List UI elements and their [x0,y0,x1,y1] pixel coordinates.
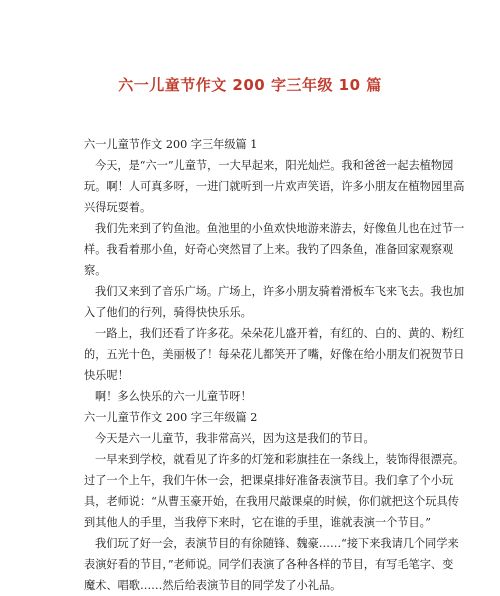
section-heading-1: 六一儿童节作文 200 字三年级篇 1 [84,138,258,151]
paragraph-line: 的，五光十色，美丽极了！每朵花儿都笑开了嘴，好像在给小朋友们祝贺节日 [84,348,465,361]
paragraph-line: 今天，是“六一”儿童节，一大早起来，阳光灿烂。我和爸爸一起去植物园 [95,159,454,172]
paragraph-line: 我们玩了好一会，表演节目的有徐随锋、魏豪……“接下来我请几个同学来 [95,537,459,550]
paragraph-line: 魔术、唱歌……然后给表演节目的同学发了小礼品。 [84,579,342,592]
paragraph-line: 兴得玩耍着。 [84,201,152,214]
paragraph-line: 一早来到学校，就看见了许多的灯笼和彩旗挂在一条线上，装饰得很漂亮。 [95,453,465,466]
paragraph-line: 玩。啊！人可真多呀，一进门就听到一片欢声笑语，许多小朋友在植物园里高 [84,180,465,193]
paragraph-line: 察。 [84,264,107,277]
paragraph-line: 过了一个上午，我们午休一会，把课桌排好准备表演节目。我们拿了个小玩 [84,474,454,487]
paragraph-line: 快乐呢！ [84,369,129,382]
paragraph-line: 我们又来到了音乐广场。广场上，许多小朋友骑着滑板车飞来飞去。我也加 [95,285,465,298]
document-body [84,134,465,596]
document-title: 六一儿童节作文 200 字三年级 10 篇 [118,76,382,94]
paragraph-line: 到其他人的手里，当我停下来时，它在谁的手里，谁就表演一个节目。” [84,516,431,529]
paragraph-line: 表演好看的节目，”老师说。同学们表演了各种各样的节目，有写毛笔字、变 [84,558,454,571]
section-heading-2: 六一儿童节作文 200 字三年级篇 2 [84,411,258,424]
paragraph-line: 一路上，我们还看了许多花。朵朵花儿盛开着，有红的、白的、黄的、粉红 [95,327,465,340]
paragraph-line: 今天是六一儿童节，我非常高兴，因为这是我们的节日。 [95,432,375,445]
paragraph-line: 入了他们的行列，骑得快快乐乐。 [84,306,252,319]
paragraph-line: 具，老师说：“从曹玉豪开始，在我用尺敲课桌的时候，你们就把这个玩具传 [84,495,459,508]
paragraph-line: 啊！多么快乐的六一儿童节呀！ [95,390,252,403]
paragraph-line: 我们先来到了钓鱼池。鱼池里的小鱼欢快地游来游去，好像鱼儿也在过节一 [95,222,465,235]
paragraph-line: 样。我看着那小鱼，好奇心突然冒了上来。我钓了四条鱼，准备回家观察观 [84,243,454,256]
